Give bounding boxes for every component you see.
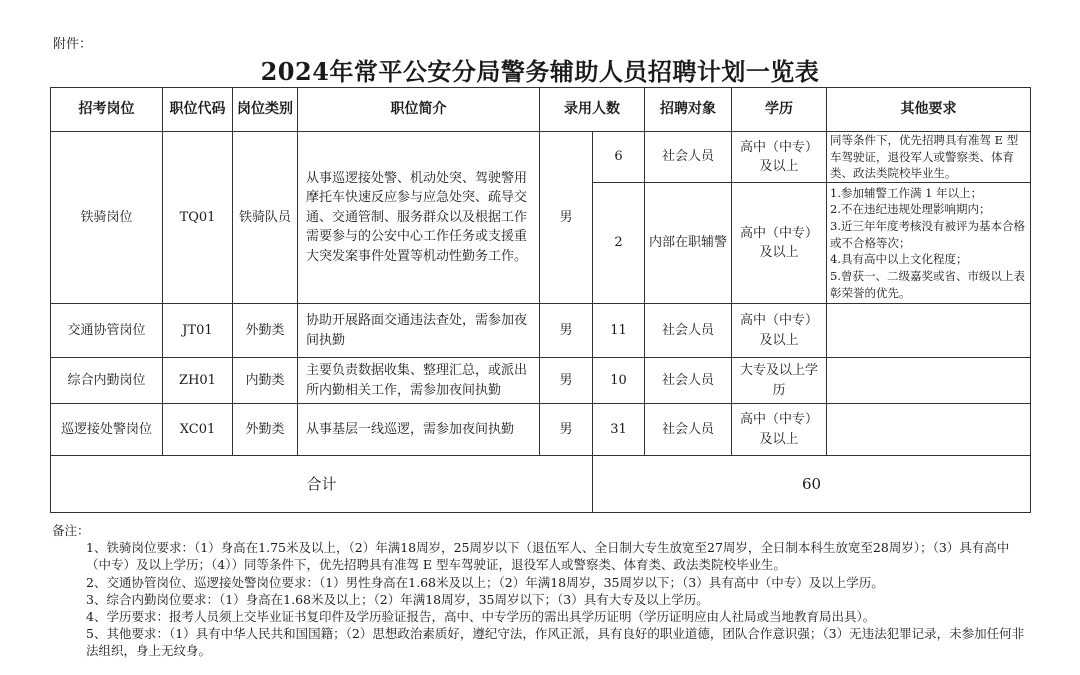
cell-post: 铁骑岗位	[51, 132, 163, 304]
cell-other	[827, 358, 1031, 404]
cell-other-list	[827, 183, 1031, 304]
cell-education: 高中（中专）及以上	[732, 183, 827, 304]
header-code: 职位代码	[163, 88, 233, 132]
note-item: 1、铁骑岗位要求：（1）身高在1.75米及以上，（2）年满18周岁，25周岁以下（退伍军人、全日制大专生放宽至27周岁，全日制本科生放宽至28周岁）；（3）具有高中（中专）及以上学历；（4））同等条件下，优先招聘具有准驾 E 型车驾驶证，退役军人或警察类、体育类、政法类院校毕业生。	[86, 540, 1010, 573]
cell-count: 31	[593, 404, 645, 456]
cell-target: 内部在职辅警	[645, 183, 732, 304]
cell-count: 6	[593, 132, 645, 183]
cell-target: 社会人员	[645, 404, 732, 456]
cell-category: 铁骑队员	[233, 132, 298, 304]
header-intro: 职位简介	[298, 88, 540, 132]
header-post: 招考岗位	[51, 88, 163, 132]
table-row	[51, 132, 1031, 183]
header-education: 学历	[732, 88, 827, 132]
cell-intro: 主要负责数据收集、整理汇总，或派出所内勤相关工作，需参加夜间执勤	[298, 358, 540, 404]
cell-code: ZH01	[163, 358, 233, 404]
cell-gender: 男	[540, 132, 593, 304]
other-item: 4.具有高中以上文化程度；	[830, 252, 968, 267]
total-label: 合计	[51, 456, 593, 513]
header-count: 录用人数	[540, 88, 645, 132]
cell-intro: 协助开展路面交通违法查处，需参加夜间执勤	[298, 304, 540, 358]
cell-education: 大专及以上学历	[732, 358, 827, 404]
cell-code: XC01	[163, 404, 233, 456]
cell-post: 巡逻接处警岗位	[51, 404, 163, 456]
cell-other: 同等条件下，优先招聘具有准驾 E 型车驾驶证，退役军人或警察类、体育类、政法类院校毕业生。	[827, 132, 1031, 183]
header-other: 其他要求	[827, 88, 1031, 132]
cell-target: 社会人员	[645, 304, 732, 358]
cell-education: 高中（中专）及以上	[732, 404, 827, 456]
cell-count: 10	[593, 358, 645, 404]
notes-heading: 备注：	[52, 523, 90, 538]
cell-education: 高中（中专）及以上	[732, 132, 827, 183]
note-item: 4、学历要求：报考人员须上交毕业证书复印件及学历验证报告，高中、中专学历的需出具学历证明（学历证明应由人社局或当地教育局出具）。	[86, 609, 876, 625]
table-row	[51, 358, 1031, 404]
total-value: 60	[593, 456, 1031, 513]
cell-code: TQ01	[163, 132, 233, 304]
cell-other	[827, 304, 1031, 358]
cell-post: 综合内勤岗位	[51, 358, 163, 404]
cell-gender: 男	[540, 358, 593, 404]
cell-gender: 男	[540, 304, 593, 358]
cell-intro: 从事基层一线巡逻，需参加夜间执勤	[298, 404, 540, 456]
note-item: 5、其他要求：（1）具有中华人民共和国国籍；（2）思想政治素质好，遵纪守法，作风正派，具有良好的职业道德，团队合作意识强；（3）无违法犯罪记录，未参加任何非法组织，身上无纹身。	[86, 626, 1025, 659]
page-title: 2024年常平公安分局警务辅助人员招聘计划一览表	[260, 57, 820, 86]
cell-other	[827, 404, 1031, 456]
cell-post: 交通协管岗位	[51, 304, 163, 358]
cell-intro: 从事巡逻接处警、机动处突、驾驶警用摩托车快速反应参与应急处突、疏导交通、交通管制、服务群众以及根据工作需要参与的公安中心工作任务或支援重大突发案事件处置等机动性勤务工作。	[298, 132, 540, 304]
cell-target: 社会人员	[645, 132, 732, 183]
attachment-label: 附件：	[53, 37, 93, 52]
cell-gender: 男	[540, 404, 593, 456]
cell-category: 内勤类	[233, 358, 298, 404]
header-category: 岗位类别	[233, 88, 298, 132]
cell-count: 11	[593, 304, 645, 358]
other-item: 2.不在违纪违规处理影响期内；	[830, 202, 991, 217]
cell-count: 2	[593, 183, 645, 304]
other-item: 1.参加辅警工作满 1 年以上；	[830, 185, 983, 200]
other-item: 5.曾获一、二级嘉奖或省、市级以上表彰荣誉的优先。	[830, 269, 1025, 300]
cell-education: 高中（中专）及以上	[732, 304, 827, 358]
table-row	[51, 304, 1031, 358]
total-row	[51, 456, 1031, 513]
cell-category: 外勤类	[233, 404, 298, 456]
table-row	[51, 404, 1031, 456]
recruitment-table	[50, 87, 1031, 513]
note-item: 3、综合内勤岗位要求：（1）身高在1.68米及以上；（2）年满18周岁，35周岁以下；（3）具有大专及以上学历。	[86, 591, 709, 607]
cell-code: JT01	[163, 304, 233, 358]
cell-category: 外勤类	[233, 304, 298, 358]
notes-section	[52, 522, 1030, 660]
note-item: 2、交通协管岗位、巡逻接处警岗位要求：（1）男性身高在1.68米及以上；（2）年满18周岁，35周岁以下；（3）具有高中（中专）及以上学历。	[86, 574, 884, 590]
header-target: 招聘对象	[645, 88, 732, 132]
cell-target: 社会人员	[645, 358, 732, 404]
other-item: 3.近三年年度考核没有被评为基本合格或不合格等次；	[830, 219, 1025, 250]
header-row	[51, 88, 1031, 132]
